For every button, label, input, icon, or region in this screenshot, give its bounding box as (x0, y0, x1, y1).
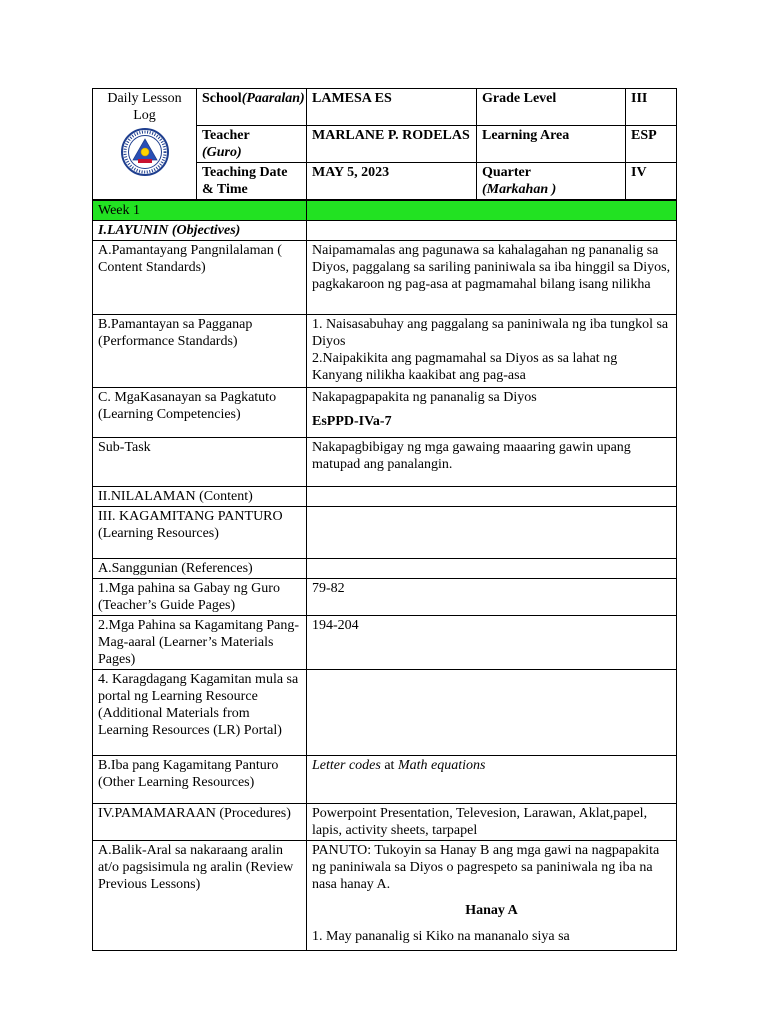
review-instruction: PANUTO: Tukoyin sa Hanay B ang mga gawi na nagpapakita ng paniniwala sa Diyos o pagrespeto sa paniniwala ng iba na nasa hanay A. (312, 843, 660, 892)
competencies-value-cell (307, 388, 677, 438)
grade-level-label: Grade Level (477, 89, 626, 126)
hanay-a-item-1: 1. May pananalig si Kiko na mananalo siya sa (312, 929, 570, 944)
table-row (93, 616, 677, 670)
performance-standards-line-1: 1. Naisasabuhay ang paggalang sa paniniwala ng iba tungkol sa Diyos (312, 317, 669, 349)
week-value (307, 201, 677, 221)
table-row (93, 559, 677, 579)
other-resources-mid: at (380, 758, 398, 773)
table-row (93, 804, 677, 841)
quarter-label: Quarter (482, 165, 531, 180)
table-row (93, 841, 677, 951)
review-label: A.Balik-Aral sa nakaraang aralin at/o pagsisimula ng aralin (Review Previous Lessons) (93, 841, 307, 951)
school-label: School (202, 91, 242, 106)
table-row (93, 315, 677, 388)
competencies-value: Nakapagpapakita ng pananalig sa Diyos (312, 390, 537, 405)
other-resources-italic-2: Math equations (397, 758, 486, 773)
subtask-value: Nakapagbibigay ng mga gawaing maaaring gawin upang matupad ang panalangin. (307, 438, 677, 487)
week-label: Week 1 (93, 201, 307, 221)
content-value (307, 487, 677, 507)
content-standards-value: Naipamamalas ang pagunawa sa kahalagahan ng pananalig sa Diyos, paggalang sa sariling paniniwala sa iba hinggil sa Diyos, pagkakaroon ng pag-asa at pagmamahal bilang isang nilikha (307, 241, 677, 315)
teacher-label-cell (197, 126, 307, 163)
dll-title-cell (93, 89, 197, 200)
other-resources-label: B.Iba pang Kagamitang Panturo (Other Learning Resources) (93, 756, 307, 804)
resources-value (307, 507, 677, 559)
table-row (93, 507, 677, 559)
teachers-guide-value: 79-82 (307, 579, 677, 616)
competencies-label: C. MgaKasanayan sa Pagkatuto (Learning Competencies) (93, 388, 307, 438)
objectives-heading: I.LAYUNIN (Objectives) (93, 221, 307, 241)
procedures-heading-value: Powerpoint Presentation, Televesion, Larawan, Aklat,papel, lapis, activity sheets, tarpapel (307, 804, 677, 841)
quarter-value: IV (626, 163, 677, 200)
other-resources-value (307, 756, 677, 804)
learners-materials-label: 2.Mga Pahina sa Kagamitang Pang-Mag-aaral (Learner’s Materials Pages) (93, 616, 307, 670)
table-row (93, 438, 677, 487)
table-row (93, 241, 677, 315)
additional-materials-value (307, 670, 677, 756)
school-value: LAMESA ES (307, 89, 477, 126)
teacher-label-sub: (Guro) (202, 145, 242, 160)
other-resources-italic-1: Letter codes (312, 758, 381, 773)
lesson-plan-table (92, 200, 677, 951)
grade-level-value: III (626, 89, 677, 126)
school-label-sub: (Paaralan) (241, 91, 305, 106)
performance-standards-value (307, 315, 677, 388)
review-value-cell (307, 841, 677, 951)
hanay-a-heading: Hanay A (465, 903, 518, 918)
school-label-cell (197, 89, 307, 126)
table-row (93, 756, 677, 804)
header-table (92, 88, 677, 200)
table-row (93, 579, 677, 616)
dll-title: Daily Lesson Log (107, 91, 182, 123)
content-heading: II.NILALAMAN (Content) (93, 487, 307, 507)
references-value (307, 559, 677, 579)
performance-standards-line-2: 2.Naipakikita ang pagmamahal sa Diyos as sa lahat ng Kanyang nilikha kaakibat ang pag-asa (312, 351, 618, 383)
objectives-heading-row (93, 221, 677, 241)
procedures-heading: IV.PAMAMARAAN (Procedures) (93, 804, 307, 841)
performance-standards-label: B.Pamantayan sa Pagganap (Performance Standards) (93, 315, 307, 388)
table-row (93, 670, 677, 756)
teaching-date-value: MAY 5, 2023 (307, 163, 477, 200)
learning-area-label: Learning Area (477, 126, 626, 163)
objectives-heading-value (307, 221, 677, 241)
teacher-value: MARLANE P. RODELAS (307, 126, 477, 163)
references-label: A.Sanggunian (References) (93, 559, 307, 579)
teachers-guide-label: 1.Mga pahina sa Gabay ng Guro (Teacher’s Guide Pages) (93, 579, 307, 616)
additional-materials-label: 4. Karagdagang Kagamitan mula sa portal ng Learning Resource (Additional Materials from Learning Resources (LR) Portal) (93, 670, 307, 756)
teacher-label: Teacher (202, 128, 250, 143)
learning-area-value: ESP (626, 126, 677, 163)
resources-heading: III. KAGAMITANG PANTURO (Learning Resources) (93, 507, 307, 559)
subtask-label: Sub-Task (93, 438, 307, 487)
deped-seal-icon (120, 127, 170, 177)
table-row (93, 388, 677, 438)
learners-materials-value: 194-204 (307, 616, 677, 670)
content-standards-label: A.Pamantayang Pangnilalaman ( Content Standards) (93, 241, 307, 315)
competencies-code: EsPPD-IVa-7 (312, 414, 392, 429)
week-row (93, 201, 677, 221)
teaching-date-label: Teaching Date & Time (197, 163, 307, 200)
table-row (93, 487, 677, 507)
quarter-label-sub: (Markahan ) (482, 182, 557, 197)
quarter-label-cell (477, 163, 626, 200)
